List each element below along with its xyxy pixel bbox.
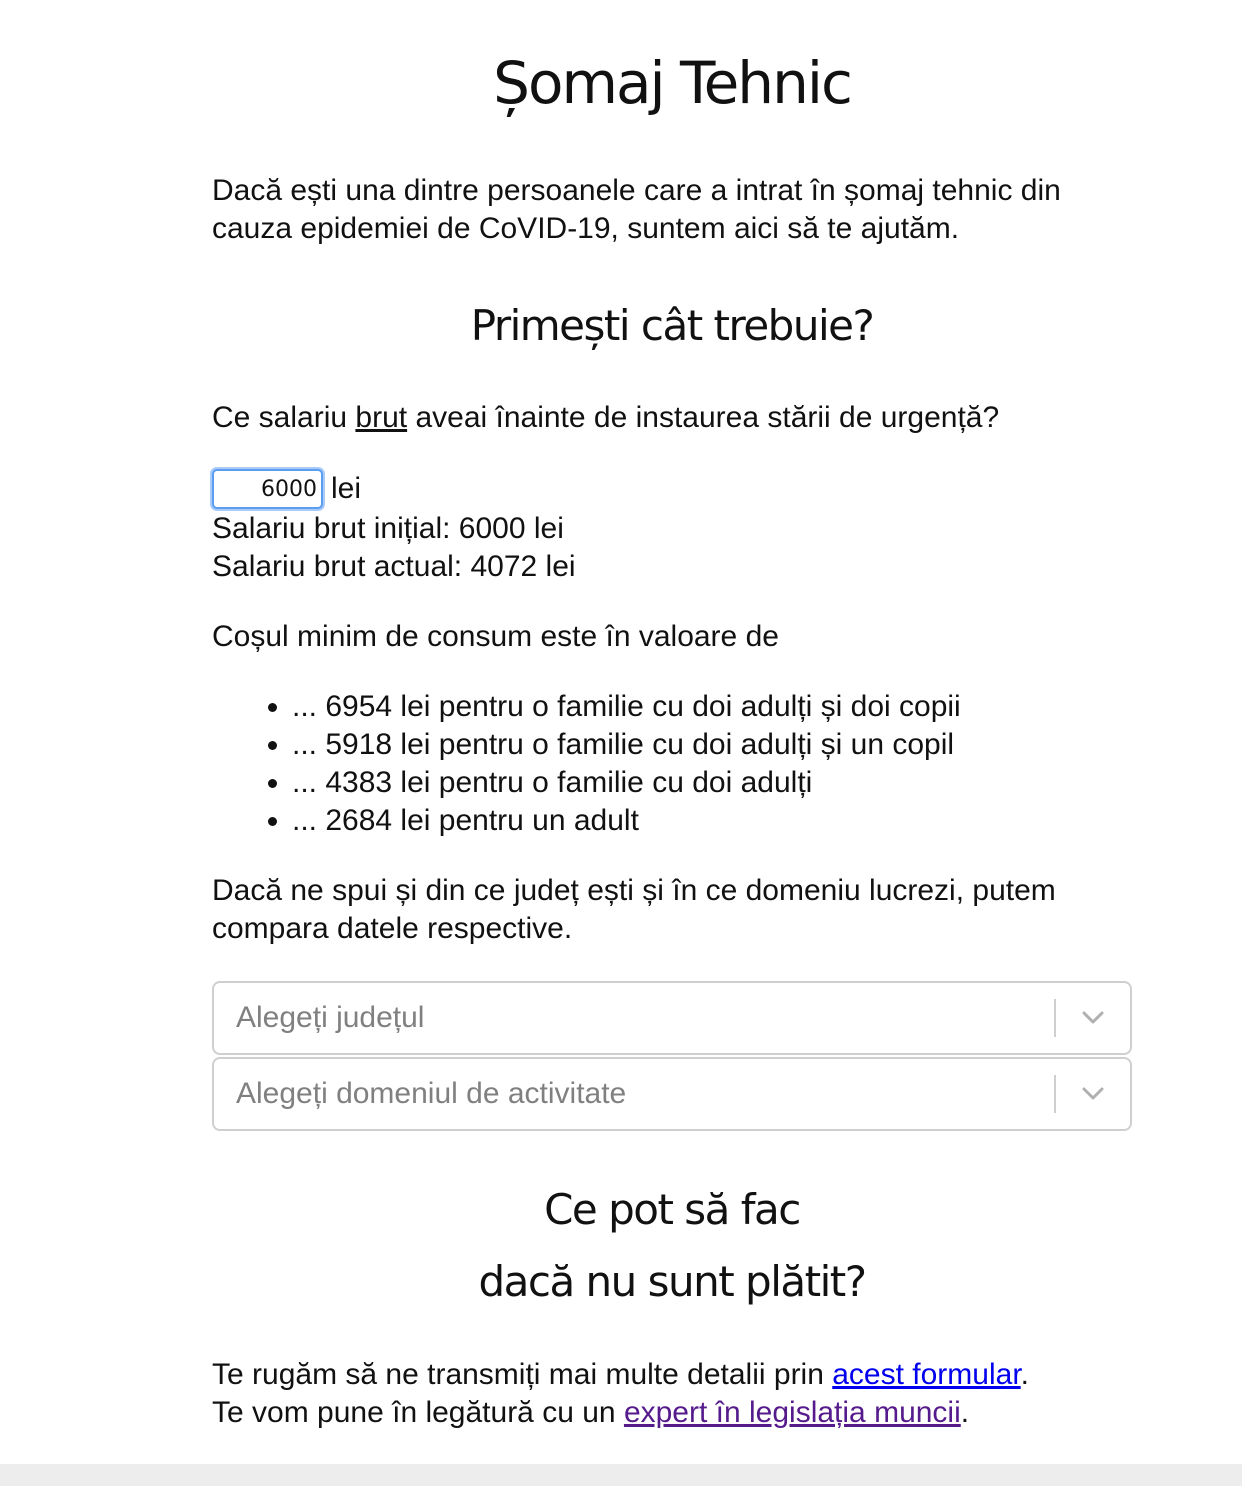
question-text-start: Ce salariu	[212, 401, 356, 434]
chevron-down-icon[interactable]	[1056, 983, 1130, 1053]
list-item: • ... 4383 lei pentru o familie cu doi adulți	[292, 764, 961, 802]
currency-label: lei	[331, 472, 362, 505]
question-underlined-word: brut	[355, 401, 408, 434]
contact-line-2-end: .	[960, 1396, 970, 1429]
domain-select[interactable]	[212, 1057, 1132, 1131]
list-item: • ... 6954 lei pentru o familie cu doi adulți și doi copii	[292, 688, 961, 726]
footer-bar	[0, 1464, 1242, 1486]
compare-paragraph: Dacă ne spui și din ce județ ești și în ce domeniu lucrezi, putem compara datele respective.	[212, 874, 1056, 945]
contact-line-1	[212, 1356, 1029, 1394]
intro-paragraph: Dacă ești una dintre persoanele care a intrat în șomaj tehnic din cauza epidemiei de CoVID-19, suntem aici să te ajutăm.	[212, 174, 1061, 245]
contact-line-1-text: Te rugăm să ne transmiți mai multe detalii prin	[212, 1358, 833, 1391]
initial-salary-text: Salariu brut inițial: 6000 lei	[212, 512, 564, 545]
basket-list	[212, 688, 961, 840]
current-salary-text: Salariu brut actual: 4072 lei	[212, 550, 576, 583]
list-item: • ... 2684 lei pentru un adult	[292, 802, 961, 840]
county-select-placeholder: Alegeți județul	[236, 1001, 425, 1034]
salary-input-row	[212, 470, 361, 508]
contact-line-1-end: .	[1020, 1358, 1030, 1391]
contact-line-2	[212, 1394, 1029, 1432]
basket-intro: Coșul minim de consum este în valoare de	[212, 620, 779, 653]
help-heading-line2: dacă nu sunt plătit?	[478, 1257, 866, 1306]
help-heading-line1: Ce pot să fac	[544, 1185, 800, 1234]
domain-select-placeholder: Alegeți domeniul de activitate	[236, 1077, 627, 1110]
page-title: Șomaj Tehnic	[493, 49, 851, 117]
chevron-down-icon[interactable]	[1056, 1059, 1130, 1129]
list-item: • ... 5918 lei pentru o familie cu doi adulți și un copil	[292, 726, 961, 764]
county-select[interactable]	[212, 981, 1132, 1055]
gross-salary-input[interactable]	[212, 469, 323, 509]
calculator-heading: Primești cât trebuie?	[470, 301, 874, 350]
question-text-end: aveai înainte de instaurea stării de urgență?	[407, 401, 1000, 434]
contact-line-2-text: Te vom pune în legătură cu un	[212, 1396, 624, 1429]
form-link[interactable]: acest formular	[832, 1358, 1021, 1391]
contact-paragraph	[212, 1356, 1029, 1432]
salary-question	[212, 399, 999, 437]
labor-law-expert-link[interactable]: expert în legislația muncii	[623, 1396, 961, 1429]
